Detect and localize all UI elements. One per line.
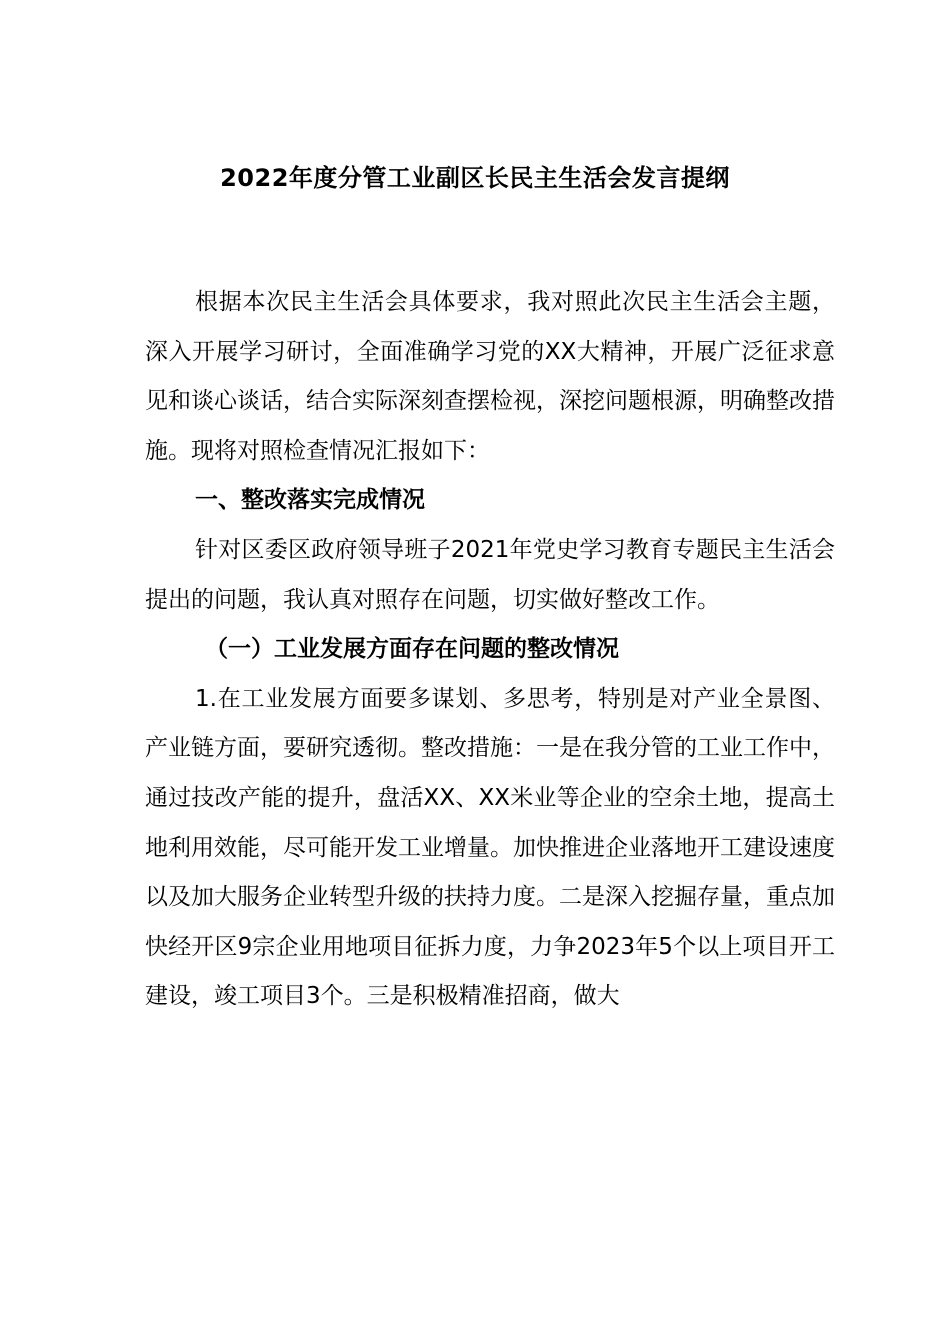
section-heading-1: 一、整改落实完成情况 xyxy=(195,487,425,514)
intro-paragraph: 根据本次民主生活会具体要求，我对照此次民主生活会主题，深入开展学习研讨，全面准确学习党的XX大精神，开展广泛征求意见和谈心谈话，结合实际深刻查摆检视，深挖问题根源，明确整改措施。现将对照检查情况汇报如下： xyxy=(145,289,835,464)
item-1-paragraph: 1.在工业发展方面要多谋划、多思考，特别是对产业全景图、产业链方面，要研究透彻。整改措施：一是在我分管的工业工作中，通过技改产能的提升，盘活XX、XX米业等企业的空余土地，提高土地利用效能，尽可能开发工业增量。加快推进企业落地开工建设速度以及加大服务企业转型升级的扶持力度。二是深入挖掘存量，重点加快经开区9宗企业用地项目征拆力度，力争2023年5个以上项目开工建设，竣工项目3个。三是积极精准招商，做大 xyxy=(145,685,835,1010)
subsection-heading-1: （一）工业发展方面存在问题的整改情况 xyxy=(205,636,619,663)
document-body xyxy=(145,278,835,1022)
document-title: 2022年度分管工业副区长民主生活会发言提纲 xyxy=(220,164,730,192)
section-1-paragraph: 针对区委区政府领导班子2021年党史学习教育专题民主生活会提出的问题，我认真对照存在问题，切实做好整改工作。 xyxy=(145,536,835,613)
